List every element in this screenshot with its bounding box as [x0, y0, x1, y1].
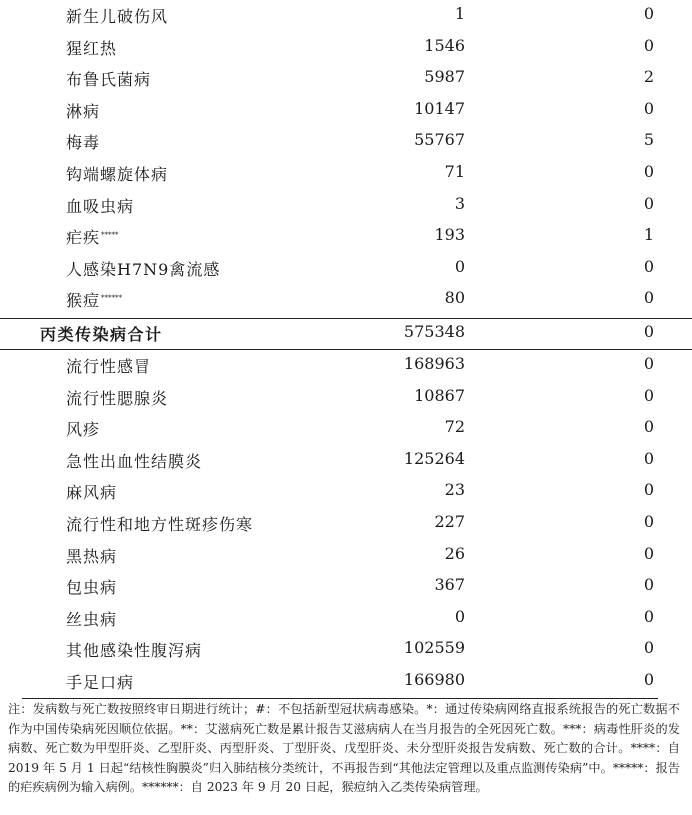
table-row [0, 126, 692, 158]
footnote-mark: ****** [101, 294, 123, 303]
death-count: 0 [643, 353, 654, 373]
death-count: 0 [643, 575, 654, 595]
case-count: 5987 [424, 67, 465, 87]
table-row [0, 571, 692, 603]
table-row [0, 32, 692, 64]
disease-name: 疟疾***** [66, 228, 119, 248]
case-count: 23 [444, 480, 465, 500]
death-count: 0 [643, 161, 654, 181]
case-count: 26 [444, 543, 465, 563]
table-row [0, 445, 692, 477]
table-row [0, 634, 692, 666]
table-row [0, 95, 692, 127]
death-count: 0 [643, 606, 654, 626]
case-count: 102559 [403, 638, 465, 658]
death-count: 0 [643, 511, 654, 531]
table-bottom-rule [22, 698, 658, 699]
table-footnote: 注：发病数与死亡数按照终审日期进行统计；#：不包括新型冠状病毒感染。*：通过传染病网络直报系统报告的死亡数据不作为中国传染病死因顺位依据。**：艾滋病死亡数是累计报告艾滋病病人在当月报告的全死因死亡数。***：病毒性肝炎的发病数、死亡数为甲型肝炎、乙型肝炎、丙型肝炎、丁型肝炎、戊型肝炎、未分型肝炎报告发病数、死亡数的合计。****：自 2019 年 5 月 1 日起“结核性胸膜炎”归入肺结核分类统计，不再报告到“其他法定管理以及重点监测传染病”中。*****：报告的疟疾病例为输入病例。******：自 2023 年 9 月 20 日起，猴痘纳入乙类传染病管理。 [8, 702, 680, 794]
case-count: 3 [454, 193, 465, 213]
case-count: 166980 [403, 669, 465, 689]
case-count: 367 [434, 575, 465, 595]
case-count: 193 [434, 225, 465, 245]
death-count: 0 [643, 638, 654, 658]
case-count: 10867 [414, 385, 465, 405]
case-count: 0 [454, 606, 465, 626]
disease-name: 布鲁氏菌病 [66, 70, 152, 90]
disease-name: 急性出血性结膜炎 [66, 451, 203, 471]
death-count: 0 [643, 4, 654, 23]
death-count: 0 [643, 417, 654, 437]
death-count: 0 [643, 669, 654, 689]
table-row [0, 382, 692, 414]
death-count: 0 [643, 35, 654, 55]
table-row [0, 63, 692, 95]
death-count: 0 [643, 288, 654, 308]
table-row [0, 253, 692, 285]
case-count: 168963 [403, 353, 465, 373]
table-row [0, 540, 692, 572]
case-count: 227 [434, 511, 465, 531]
table-row [0, 350, 692, 382]
disease-name: 风疹 [66, 420, 101, 440]
subtotal-cases: 575348 [403, 321, 465, 341]
death-count: 0 [643, 448, 654, 468]
case-count: 71 [444, 161, 465, 181]
death-count: 2 [643, 67, 654, 87]
case-count: 1546 [424, 35, 465, 55]
disease-name: 流行性感冒 [66, 356, 152, 376]
disease-name: 梅毒 [66, 133, 101, 153]
class-b-rows [0, 0, 692, 316]
table-row [0, 284, 692, 316]
subtotal-deaths: 0 [643, 321, 654, 341]
disease-name: 黑热病 [66, 546, 118, 566]
death-count: 0 [643, 98, 654, 118]
disease-name: 猴痘****** [66, 291, 123, 311]
case-count: 55767 [414, 130, 465, 150]
death-count: 5 [643, 130, 654, 150]
disease-name: 包虫病 [66, 578, 118, 598]
death-count: 0 [643, 193, 654, 213]
case-count: 72 [444, 417, 465, 437]
death-count: 0 [643, 543, 654, 563]
case-count: 1 [454, 4, 465, 23]
table-row [0, 508, 692, 540]
table-row [0, 0, 692, 32]
disease-name: 猩红热 [66, 38, 118, 58]
footnote-mark: ***** [101, 230, 119, 239]
table-row [0, 603, 692, 635]
disease-name: 流行性和地方性斑疹伤寒 [66, 514, 254, 534]
death-count: 0 [643, 480, 654, 500]
table-row [0, 413, 692, 445]
disease-name: 新生儿破伤风 [66, 7, 169, 26]
disease-name: 其他感染性腹泻病 [66, 641, 203, 661]
disease-name: 人感染H7N9禽流感 [66, 259, 221, 279]
class-c-rows [0, 350, 692, 698]
table-row [0, 476, 692, 508]
table-row [0, 158, 692, 190]
subtotal-label: 丙类传染病合计 [40, 324, 163, 344]
disease-name: 流行性腮腺炎 [66, 388, 169, 408]
disease-name: 手足口病 [66, 672, 135, 692]
case-count: 125264 [403, 448, 465, 468]
disease-name: 血吸虫病 [66, 196, 135, 216]
case-count: 0 [454, 256, 465, 276]
death-count: 1 [643, 225, 654, 245]
case-count: 10147 [414, 98, 465, 118]
table-row [0, 666, 692, 698]
table-row [0, 221, 692, 253]
case-count: 80 [444, 288, 465, 308]
disease-name: 钩端螺旋体病 [66, 164, 169, 184]
death-count: 0 [643, 256, 654, 276]
disease-name: 麻风病 [66, 483, 118, 503]
disease-name: 丝虫病 [66, 609, 118, 629]
table-row [0, 190, 692, 222]
disease-name: 淋病 [66, 101, 101, 121]
subtotal-row [0, 318, 692, 350]
death-count: 0 [643, 385, 654, 405]
